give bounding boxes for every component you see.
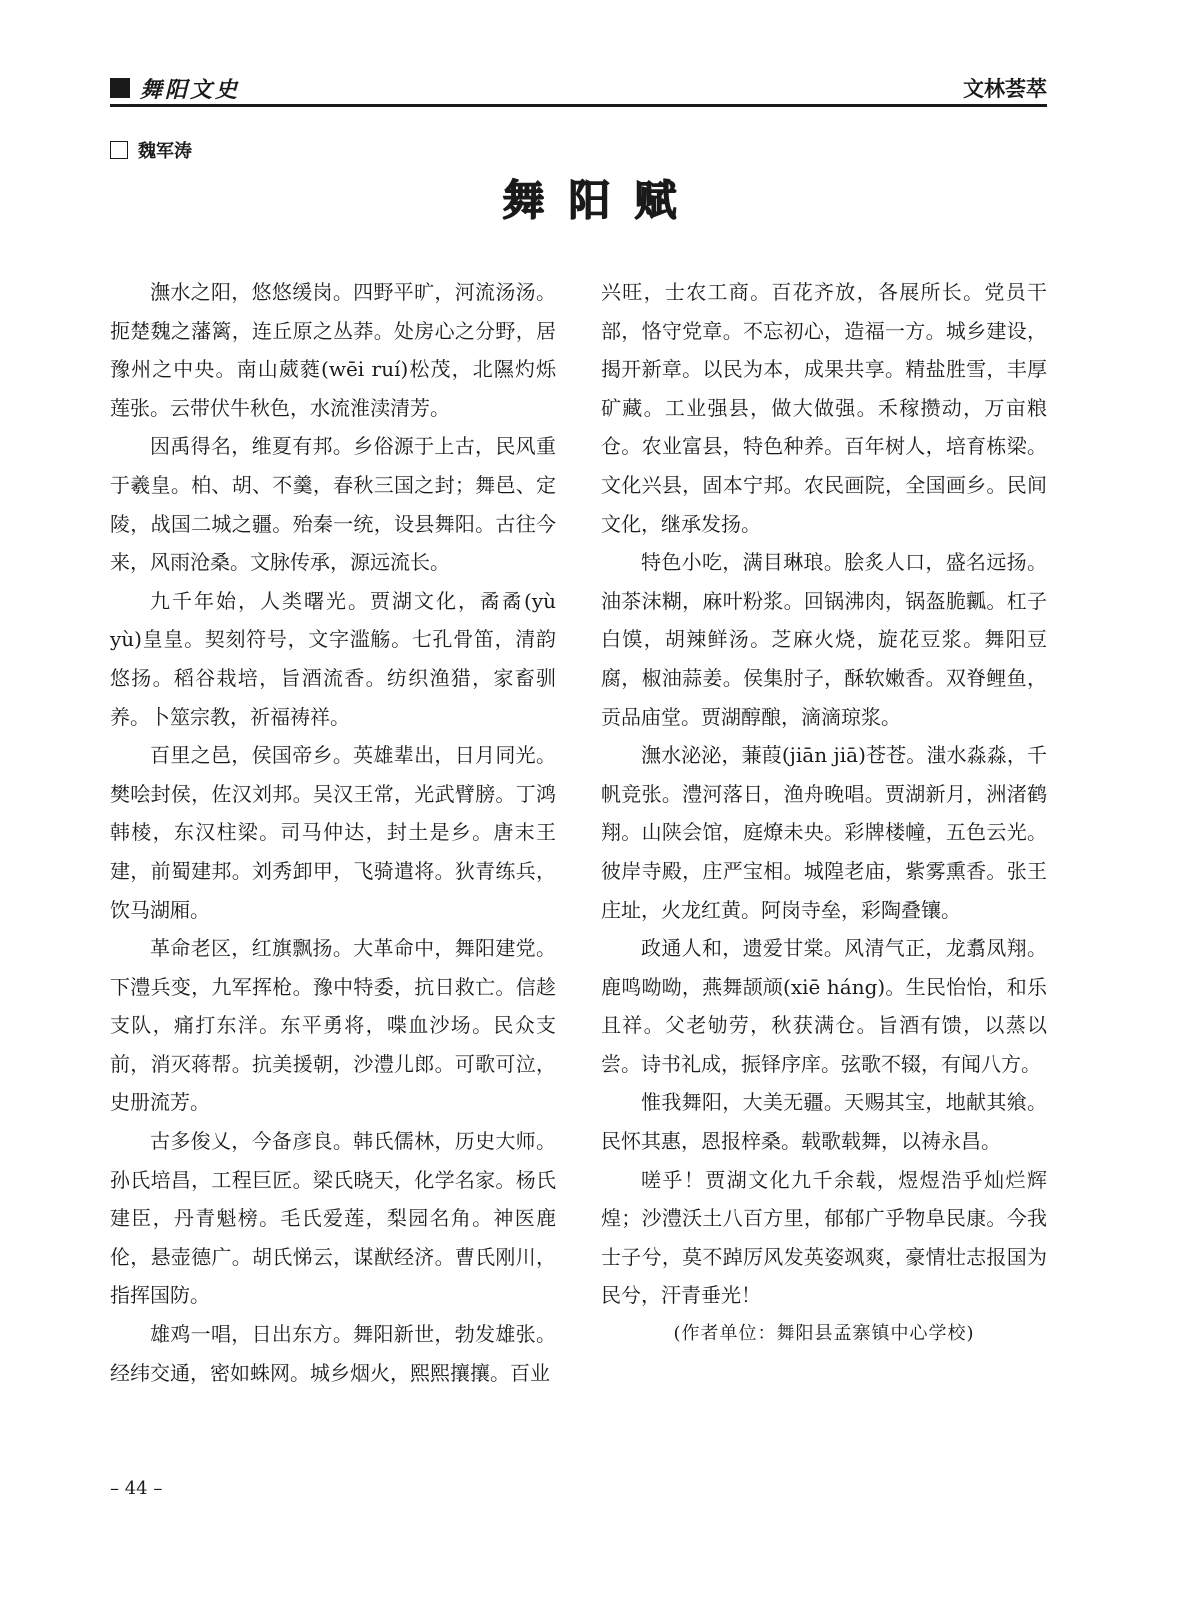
paragraph: 政通人和，遗爱甘棠。风清气正，龙翥凤翔。鹿鸣呦呦，燕舞颉颃(xiē háng)。生民怡怡，和乐且祥。父老劬劳，秋获满仓。旨酒有馈，以蒸以尝。诗书礼成，振铎序庠。弦歌不辍，有闻八方。	[601, 936, 1047, 1076]
paragraph: 潕水泌泌，蒹葭(jiān jiā)苍苍。滍水淼淼，千帆竞张。澧河落日，渔舟晚唱。贾湖新月，洲渚鹤翔。山陕会馆，庭燎未央。彩牌楼幢，五色云光。彼岸寺殿，庄严宝相。城隍老庙，紫雾熏香。张王庄址，火龙红黄。阿岗寺垒，彩陶叠镶。	[601, 743, 1047, 922]
paragraph: 嗟乎！贾湖文化九千余载，煜煜浩乎灿烂辉煌；沙澧沃土八百方里，郁郁广乎物阜民康。今我士子兮，莫不踔厉风发英姿飒爽，豪情壮志报国为民兮，汗青垂光！	[601, 1167, 1047, 1308]
paragraph: 雄鸡一唱，日出东方。舞阳新世，勃发雄张。经纬交通，密如蛛网。城乡烟火，熙熙攘攘。百业	[110, 1322, 556, 1385]
paragraph: 因禹得名，维夏有邦。乡俗源于上古，民风重于羲皇。柏、胡、不羹，春秋三国之封；舞邑、定陵，战国二城之疆。殆秦一统，设县舞阳。古往今来，风雨沧桑。文脉传承，源远流长。	[110, 434, 556, 575]
left-column	[110, 273, 556, 1392]
page-number: – 44 –	[110, 1478, 163, 1499]
journal-title: 舞阳文史	[140, 77, 241, 103]
paragraph: 惟我舞阳，大美无疆。天赐其宝，地献其飨。民怀其惠，恩报梓桑。载歌载舞，以祷永昌。	[601, 1090, 1047, 1154]
paragraph: 潕水之阳，悠悠缓岗。四野平旷，河流汤汤。扼楚魏之藩篱，连丘原之丛莽。处房心之分野，居豫州之中央。南山葳蕤(wēi ruí)松茂，北隰灼烁莲张。云带伏牛秋色，水流淮渎清芳。	[110, 280, 556, 420]
paragraph: 兴旺，士农工商。百花齐放，各展所长。党员干部，恪守党章。不忘初心，造福一方。城乡建设，揭开新章。以民为本，成果共享。精盐胜雪，丰厚矿藏。工业强县，做大做强。禾稼攒动，万亩粮仓。农业富县，特色种养。百年树人，培育栋梁。文化兴县，固本宁邦。农民画院，全国画乡。民间文化，继承发扬。	[601, 280, 1047, 536]
right-column	[601, 273, 1047, 1354]
author-line	[110, 137, 192, 161]
paragraph: 百里之邑，侯国帝乡。英雄辈出，日月同光。樊哙封侯，佐汉刘邦。吴汉王常，光武臂膀。丁鸿韩棱，东汉柱梁。司马仲达，封土是乡。唐末王建，前蜀建邦。刘秀卸甲，飞骑遣将。狄青练兵，饮马湖厢。	[110, 743, 556, 922]
header-square-icon	[110, 78, 130, 98]
section-title: 文林荟萃	[963, 77, 1047, 101]
paragraph: 特色小吃，满目琳琅。脍炙人口，盛名远扬。油茶沫糊，麻叶粉浆。回锅沸肉，锅盔脆瓤。杠子白馍，胡辣鲜汤。芝麻火烧，旋花豆浆。舞阳豆腐，椒油蒜姜。侯集肘子，酥软嫩香。双脊鲤鱼，贡品庙堂。贾湖醇酿，滴滴琼浆。	[601, 550, 1047, 729]
author-box-icon	[110, 141, 128, 159]
paragraph: 革命老区，红旗飘扬。大革命中，舞阳建党。下澧兵变，九军挥枪。豫中特委，抗日救亡。信趁支队，痛打东洋。东平勇将，喋血沙场。民众支前，消灭蒋帮。抗美援朝，沙澧儿郎。可歌可泣，史册流芳。	[110, 936, 556, 1115]
running-header	[110, 70, 1047, 104]
paragraph: 古多俊乂，今备彦良。韩氏儒林，历史大师。孙氏培昌，工程巨匠。梁氏晓天，化学名家。杨氏建臣，丹青魁榜。毛氏爱莲，梨园名角。神医鹿伦，悬壶德广。胡氏悌云，谋猷经济。曹氏刚川，指挥国防。	[110, 1129, 556, 1308]
author-name: 魏军涛	[138, 141, 192, 162]
header-divider	[110, 104, 1047, 107]
article-title: 舞阳赋	[502, 176, 701, 225]
author-affiliation: (作者单位：舞阳县孟寨镇中心学校)	[673, 1323, 975, 1345]
paragraph: 九千年始，人类曙光。贾湖文化，矞矞(yù yù)皇皇。契刻符号，文字滥觞。七孔骨笛，清韵悠扬。稻谷栽培，旨酒流香。纺织渔猎，家畜驯养。卜筮宗教，祈福祷祥。	[110, 588, 556, 729]
